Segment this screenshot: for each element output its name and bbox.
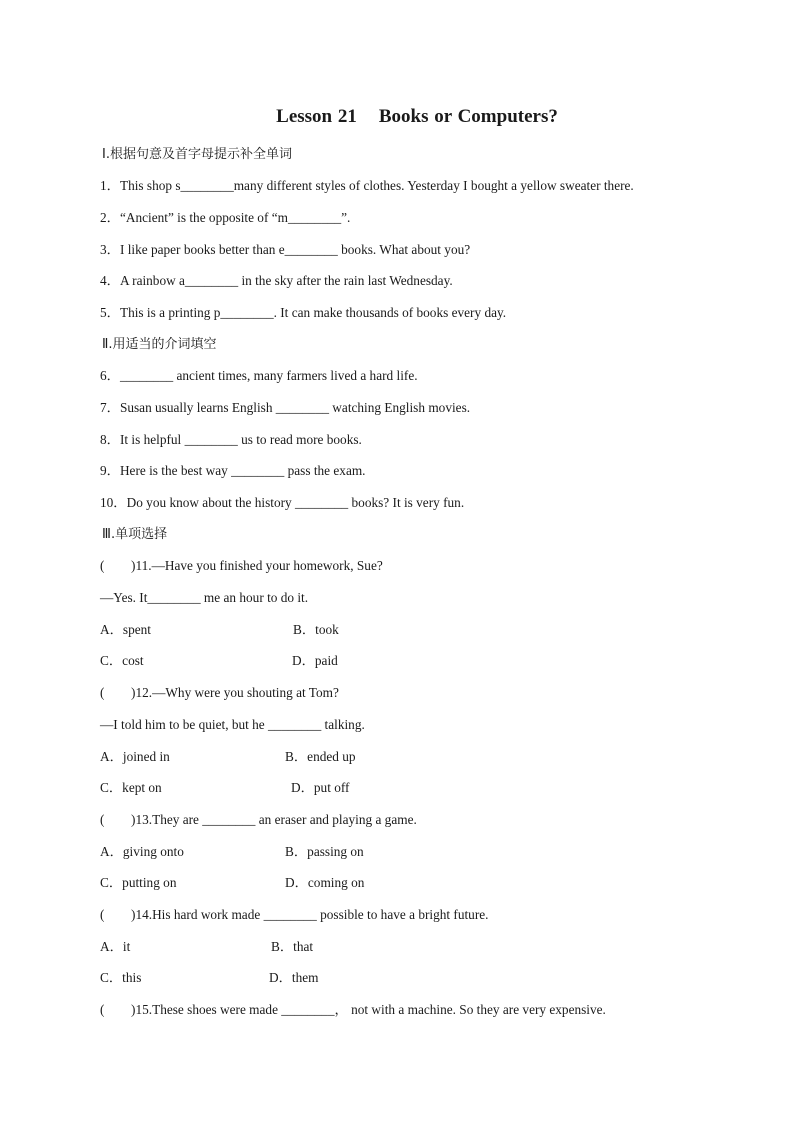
option-13-d: D．coming on [285,875,365,890]
question-8: 8．It is helpful ________ us to read more books. [100,432,362,447]
option-12-c: C．kept on [100,780,162,795]
question-9: 9．Here is the best way ________ pass the exam. [100,463,366,478]
option-12-a: A．joined in [100,749,170,764]
question-12: ( )12.—Why were you shouting at Tom? [100,685,339,700]
question-3: 3．I like paper books better than e________ books. What about you? [100,242,471,257]
option-14-b: B．that [271,939,314,954]
question-11-response: —Yes. It________ me an hour to do it. [100,590,309,605]
section-heading-2: Ⅱ.用适当的介词填空 [102,337,217,352]
lesson-number: Lesson 21 [276,106,357,127]
question-11: ( )11.—Have you finished your homework, Sue? [100,558,383,573]
question-15: ( )15.These shoes were made ________， not with a machine. So they are very expensive. [100,1002,606,1017]
option-13-c: C．putting on [100,875,177,890]
option-11-d: D．paid [292,653,338,668]
option-12-b: B．ended up [285,749,356,764]
option-11-c: C．cost [100,653,144,668]
section-heading-3: Ⅲ.单项选择 [102,527,168,542]
page-title [0,106,794,128]
option-11-a: A．spent [100,622,151,637]
option-13-a: A．giving onto [100,844,184,859]
question-10: 10．Do you know about the history ________ books? It is very fun. [100,495,465,510]
question-13: ( )13.They are ________ an eraser and playing a game. [100,812,417,827]
option-13-b: B．passing on [285,844,364,859]
option-11-b: B．took [293,622,339,637]
question-5: 5．This is a printing p________. It can make thousands of books every day. [100,305,507,320]
option-14-a: A．it [100,939,131,954]
question-6: 6．________ ancient times, many farmers lived a hard life. [100,368,418,383]
section-heading-1: Ⅰ.根据句意及首字母提示补全单词 [102,147,292,162]
question-14: ( )14.His hard work made ________ possible to have a bright future. [100,907,489,922]
option-14-c: C．this [100,970,142,985]
question-4: 4．A rainbow a________ in the sky after the rain last Wednesday. [100,273,453,288]
question-12-response: —I told him to be quiet, but he ________ talking. [100,717,365,732]
option-14-d: D．them [269,970,319,985]
question-7: 7．Susan usually learns English ________ watching English movies. [100,400,471,415]
lesson-topic: Books or Computers? [378,106,558,127]
question-2: 2．“Ancient” is the opposite of “m________”. [100,210,351,225]
question-1: 1．This shop s________many different styles of clothes. Yesterday I bought a yellow sweater there. [100,178,634,193]
option-12-d: D．put off [291,780,350,795]
